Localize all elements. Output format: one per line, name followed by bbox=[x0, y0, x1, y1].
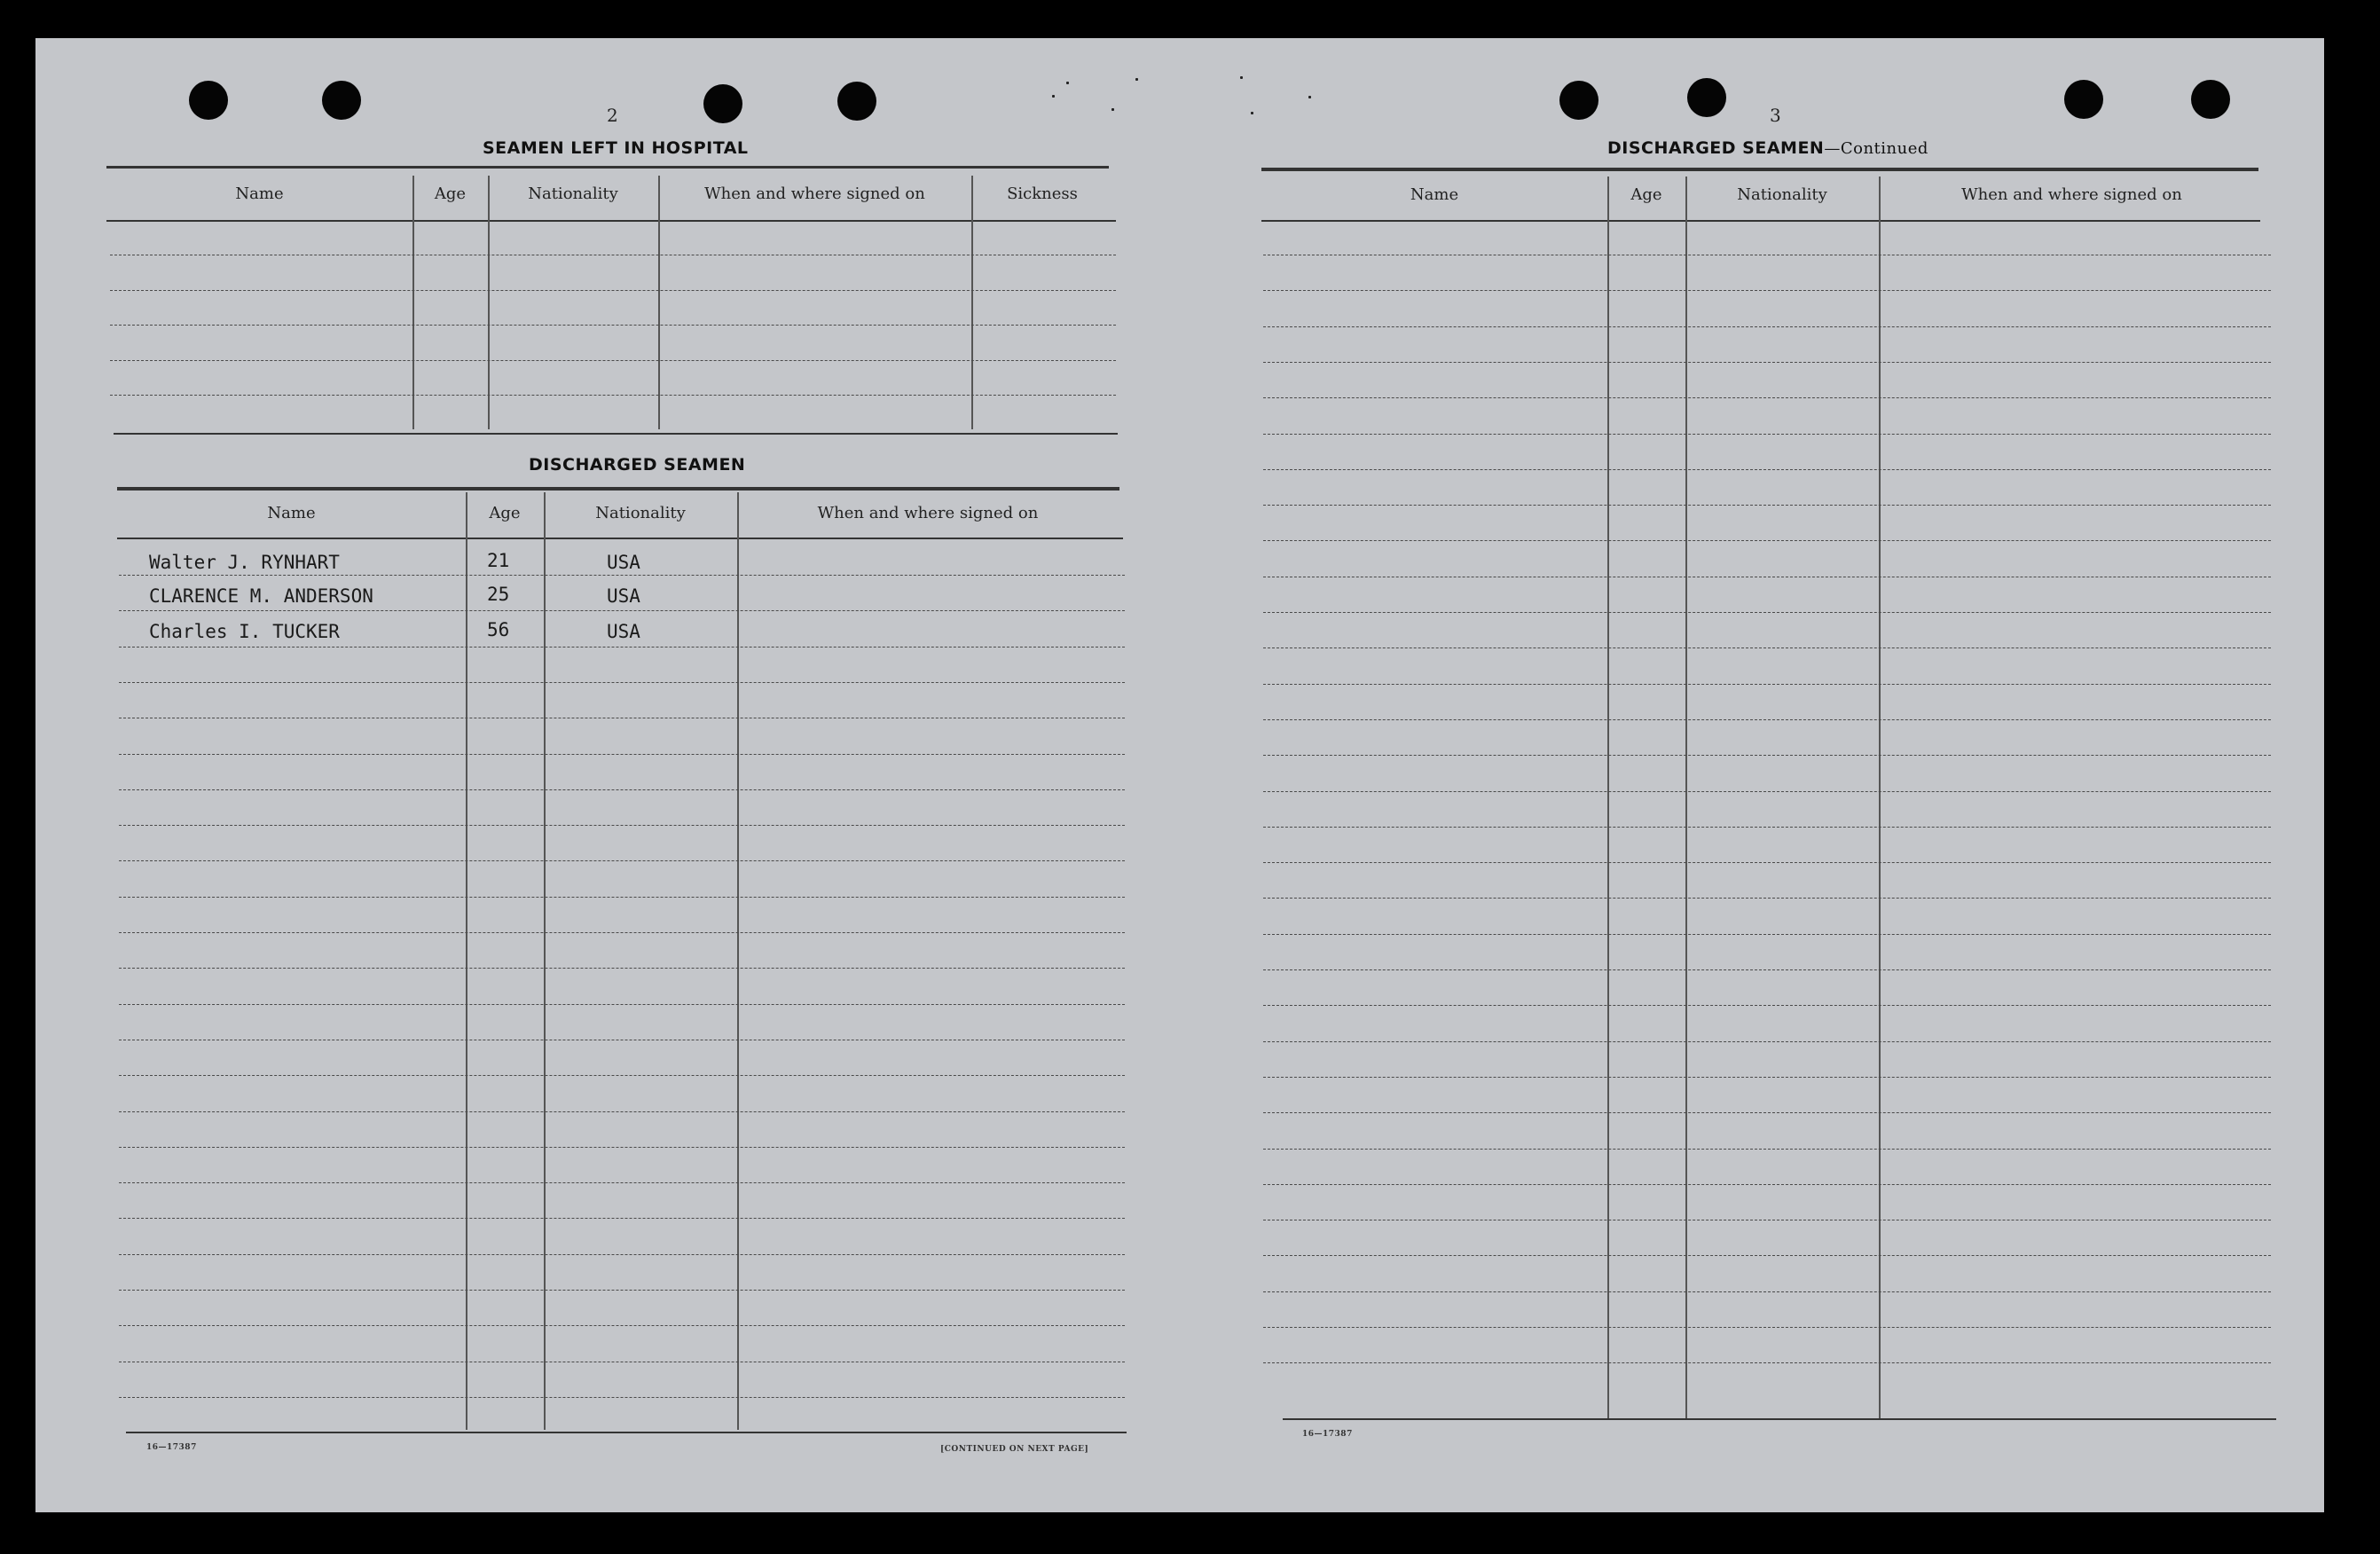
column-header-signed-on: When and where signed on bbox=[817, 504, 1039, 522]
ruled-line bbox=[1263, 898, 2271, 899]
continued-note: [CONTINUED ON NEXT PAGE] bbox=[940, 1445, 1089, 1454]
ruled-line bbox=[1263, 934, 2271, 935]
ruled-line bbox=[110, 290, 1116, 291]
seaman-name: Walter J. RYNHART bbox=[149, 552, 340, 573]
punch-hole bbox=[1559, 81, 1598, 120]
ruled-line bbox=[1263, 612, 2271, 613]
ruled-line bbox=[1263, 969, 2271, 970]
column-header-nationality: Nationality bbox=[528, 184, 618, 203]
ruled-line bbox=[119, 860, 1125, 861]
title-rule bbox=[117, 487, 1119, 491]
ruled-line bbox=[119, 1325, 1125, 1326]
ruled-line bbox=[1263, 1041, 2271, 1042]
column-header-age: Age bbox=[489, 504, 521, 522]
seaman-age: 56 bbox=[487, 619, 510, 640]
punch-hole bbox=[837, 82, 876, 121]
seaman-age: 25 bbox=[487, 584, 510, 605]
page-number: 2 bbox=[607, 105, 618, 126]
ruled-line bbox=[1263, 719, 2271, 720]
ruled-line bbox=[1263, 469, 2271, 470]
ruled-line bbox=[1263, 290, 2271, 291]
ruled-line bbox=[119, 968, 1125, 969]
ruled-line bbox=[119, 825, 1125, 826]
seaman-nationality: USA bbox=[607, 621, 640, 642]
ruled-line bbox=[1263, 434, 2271, 435]
ruled-line bbox=[119, 1147, 1125, 1148]
column-header-age: Age bbox=[434, 184, 467, 203]
ruled-line bbox=[1263, 540, 2271, 541]
ruled-line bbox=[119, 789, 1125, 790]
title-rule bbox=[1261, 168, 2258, 171]
punch-hole bbox=[2064, 80, 2103, 119]
continued-section-title: DISCHARGED SEAMEN—Continued bbox=[1607, 138, 1928, 158]
ruled-line bbox=[1263, 1005, 2271, 1006]
punch-hole bbox=[2191, 80, 2230, 119]
seaman-nationality: USA bbox=[607, 552, 640, 573]
ruled-line bbox=[1263, 1184, 2271, 1185]
discharged-section-title: DISCHARGED SEAMEN bbox=[529, 455, 746, 475]
seaman-name: Charles I. TUCKER bbox=[149, 621, 340, 642]
ruled-line bbox=[1263, 862, 2271, 863]
ruled-line bbox=[1263, 684, 2271, 685]
ruled-line bbox=[119, 647, 1125, 648]
ruled-line bbox=[1263, 362, 2271, 363]
ruled-line bbox=[119, 1290, 1125, 1291]
column-header-signed-on: When and where signed on bbox=[704, 184, 925, 203]
ruled-line bbox=[119, 1004, 1125, 1005]
ruled-line bbox=[1263, 326, 2271, 327]
punch-hole bbox=[189, 81, 228, 120]
ruled-line bbox=[1263, 1077, 2271, 1078]
ruled-line bbox=[1263, 1112, 2271, 1113]
column-header-name: Name bbox=[235, 184, 284, 203]
ruled-line bbox=[119, 575, 1125, 576]
ruled-line bbox=[110, 360, 1116, 361]
ruled-line bbox=[119, 682, 1125, 683]
column-header-nationality: Nationality bbox=[595, 504, 686, 522]
ruled-line bbox=[119, 1218, 1125, 1219]
ruled-line bbox=[119, 897, 1125, 898]
ruled-line bbox=[119, 1254, 1125, 1255]
ruled-line bbox=[1263, 827, 2271, 828]
ruled-line bbox=[1263, 755, 2271, 756]
ruled-line bbox=[1263, 1291, 2271, 1292]
page-number: 3 bbox=[1770, 105, 1781, 126]
ruled-line bbox=[119, 1182, 1125, 1183]
ruled-line bbox=[119, 1075, 1125, 1076]
ruled-line bbox=[1263, 791, 2271, 792]
form-number: 16—17387 bbox=[146, 1443, 197, 1452]
ruled-line bbox=[110, 395, 1116, 396]
ruled-line bbox=[119, 932, 1125, 933]
punch-hole bbox=[703, 84, 742, 123]
column-header-signed-on: When and where signed on bbox=[1961, 185, 2182, 204]
seaman-nationality: USA bbox=[607, 585, 640, 607]
ruled-line bbox=[1263, 1149, 2271, 1150]
title-rule bbox=[106, 166, 1109, 169]
column-header-age: Age bbox=[1630, 185, 1662, 204]
ruled-line bbox=[1263, 1362, 2271, 1363]
ruled-line bbox=[119, 1397, 1125, 1398]
form-number: 16—17387 bbox=[1302, 1430, 1353, 1439]
punch-hole bbox=[322, 81, 361, 120]
seaman-name: CLARENCE M. ANDERSON bbox=[149, 585, 373, 607]
ruled-line bbox=[1263, 1327, 2271, 1328]
ruled-line bbox=[1263, 397, 2271, 398]
punch-hole bbox=[1687, 78, 1726, 117]
seaman-age: 21 bbox=[487, 550, 510, 571]
column-header-sickness: Sickness bbox=[1007, 184, 1078, 203]
ruled-line bbox=[1263, 1255, 2271, 1256]
ruled-line bbox=[119, 754, 1125, 755]
column-header-nationality: Nationality bbox=[1737, 185, 1827, 204]
ruled-line bbox=[119, 610, 1125, 611]
hospital-section-title: SEAMEN LEFT IN HOSPITAL bbox=[483, 138, 749, 158]
column-header-name: Name bbox=[267, 504, 316, 522]
ruled-line bbox=[110, 325, 1116, 326]
ruled-line bbox=[1263, 505, 2271, 506]
column-header-name: Name bbox=[1410, 185, 1459, 204]
ruled-line bbox=[119, 1111, 1125, 1112]
